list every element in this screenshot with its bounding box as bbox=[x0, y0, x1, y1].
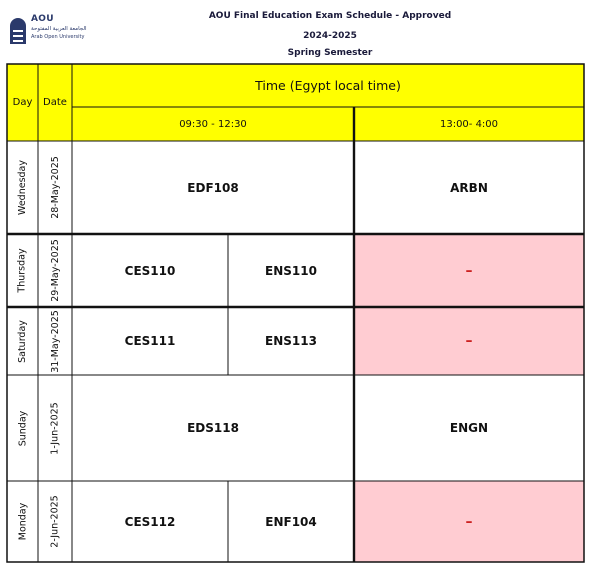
slot1-exam-cell bbox=[72, 375, 354, 481]
day-cell bbox=[7, 141, 38, 234]
aou-logo-mark-icon bbox=[8, 14, 28, 46]
slot1-header-label: 09:30 - 12:30 bbox=[179, 118, 247, 130]
day-label: Wednesday bbox=[17, 159, 29, 216]
slot2-header bbox=[354, 107, 584, 141]
day-column-header bbox=[7, 64, 38, 141]
course-code: ENGN bbox=[449, 421, 489, 435]
day-cell bbox=[7, 234, 38, 307]
course-code: CES112 bbox=[124, 514, 176, 529]
course-code: ENS110 bbox=[265, 263, 317, 278]
date-cell bbox=[38, 375, 72, 481]
date-cell bbox=[38, 307, 72, 375]
date-header-label: Date bbox=[43, 97, 67, 108]
day-cell bbox=[7, 307, 38, 375]
slot1-exam-cell bbox=[72, 234, 228, 307]
course-code: ENF104 bbox=[265, 514, 317, 529]
slot1-exam-cell bbox=[72, 481, 228, 562]
date-column-header bbox=[38, 64, 72, 141]
day-label: Saturday bbox=[17, 319, 28, 363]
day-label: Monday bbox=[17, 502, 29, 541]
slot2-empty-cell bbox=[354, 234, 584, 307]
slot2-header-label: 13:00- 4:00 bbox=[439, 118, 499, 130]
logo-english-name: Arab Open University bbox=[31, 34, 85, 40]
time-header-label: Time (Egypt local time) bbox=[255, 78, 401, 93]
day-header-label: Day bbox=[12, 97, 33, 108]
date-label: 1-Jun-2025 bbox=[49, 401, 61, 455]
slot2-exam-cell bbox=[354, 141, 584, 234]
slot1-exam-cell bbox=[72, 141, 354, 234]
course-code: ENS113 bbox=[265, 334, 317, 348]
no-exam-dash: – bbox=[465, 333, 473, 349]
day-label: Thursday bbox=[17, 248, 28, 293]
slot1-exam-cell bbox=[228, 481, 354, 562]
slot1-header bbox=[72, 107, 354, 141]
slot2-empty-cell bbox=[354, 307, 584, 375]
slot2-empty-cell bbox=[354, 481, 584, 562]
date-label: 28-May-2025 bbox=[49, 156, 61, 219]
date-cell bbox=[38, 141, 72, 234]
date-cell bbox=[38, 481, 72, 562]
aou-logo bbox=[8, 14, 88, 48]
academic-year: 2024-2025 bbox=[303, 31, 357, 41]
logo-abbr: AOU bbox=[31, 14, 54, 24]
day-label: Sunday bbox=[17, 410, 29, 446]
date-label: 2-Jun-2025 bbox=[49, 495, 61, 548]
slot1-exam-cell bbox=[228, 307, 354, 375]
slot2-exam-cell bbox=[354, 375, 584, 481]
course-code: CES110 bbox=[124, 263, 176, 278]
no-exam-dash: – bbox=[465, 262, 473, 279]
schedule-title: AOU Final Education Exam Schedule - Approved bbox=[208, 11, 452, 21]
course-code: EDS118 bbox=[187, 421, 239, 435]
slot1-exam-cell bbox=[228, 234, 354, 307]
slot1-exam-cell bbox=[72, 307, 228, 375]
no-exam-dash: – bbox=[465, 513, 473, 530]
semester-label: Spring Semester bbox=[287, 48, 373, 58]
course-code: EDF108 bbox=[187, 180, 239, 195]
course-code: CES111 bbox=[124, 334, 176, 348]
time-header bbox=[72, 64, 584, 107]
date-label: 29-May-2025 bbox=[49, 239, 61, 302]
logo-arabic-name: الجامعة العربية المفتوحة bbox=[31, 26, 87, 32]
date-cell bbox=[38, 234, 72, 307]
course-code: ARBN bbox=[450, 180, 488, 195]
day-cell bbox=[7, 375, 38, 481]
day-cell bbox=[7, 481, 38, 562]
date-label: 31-May-2025 bbox=[49, 309, 61, 373]
